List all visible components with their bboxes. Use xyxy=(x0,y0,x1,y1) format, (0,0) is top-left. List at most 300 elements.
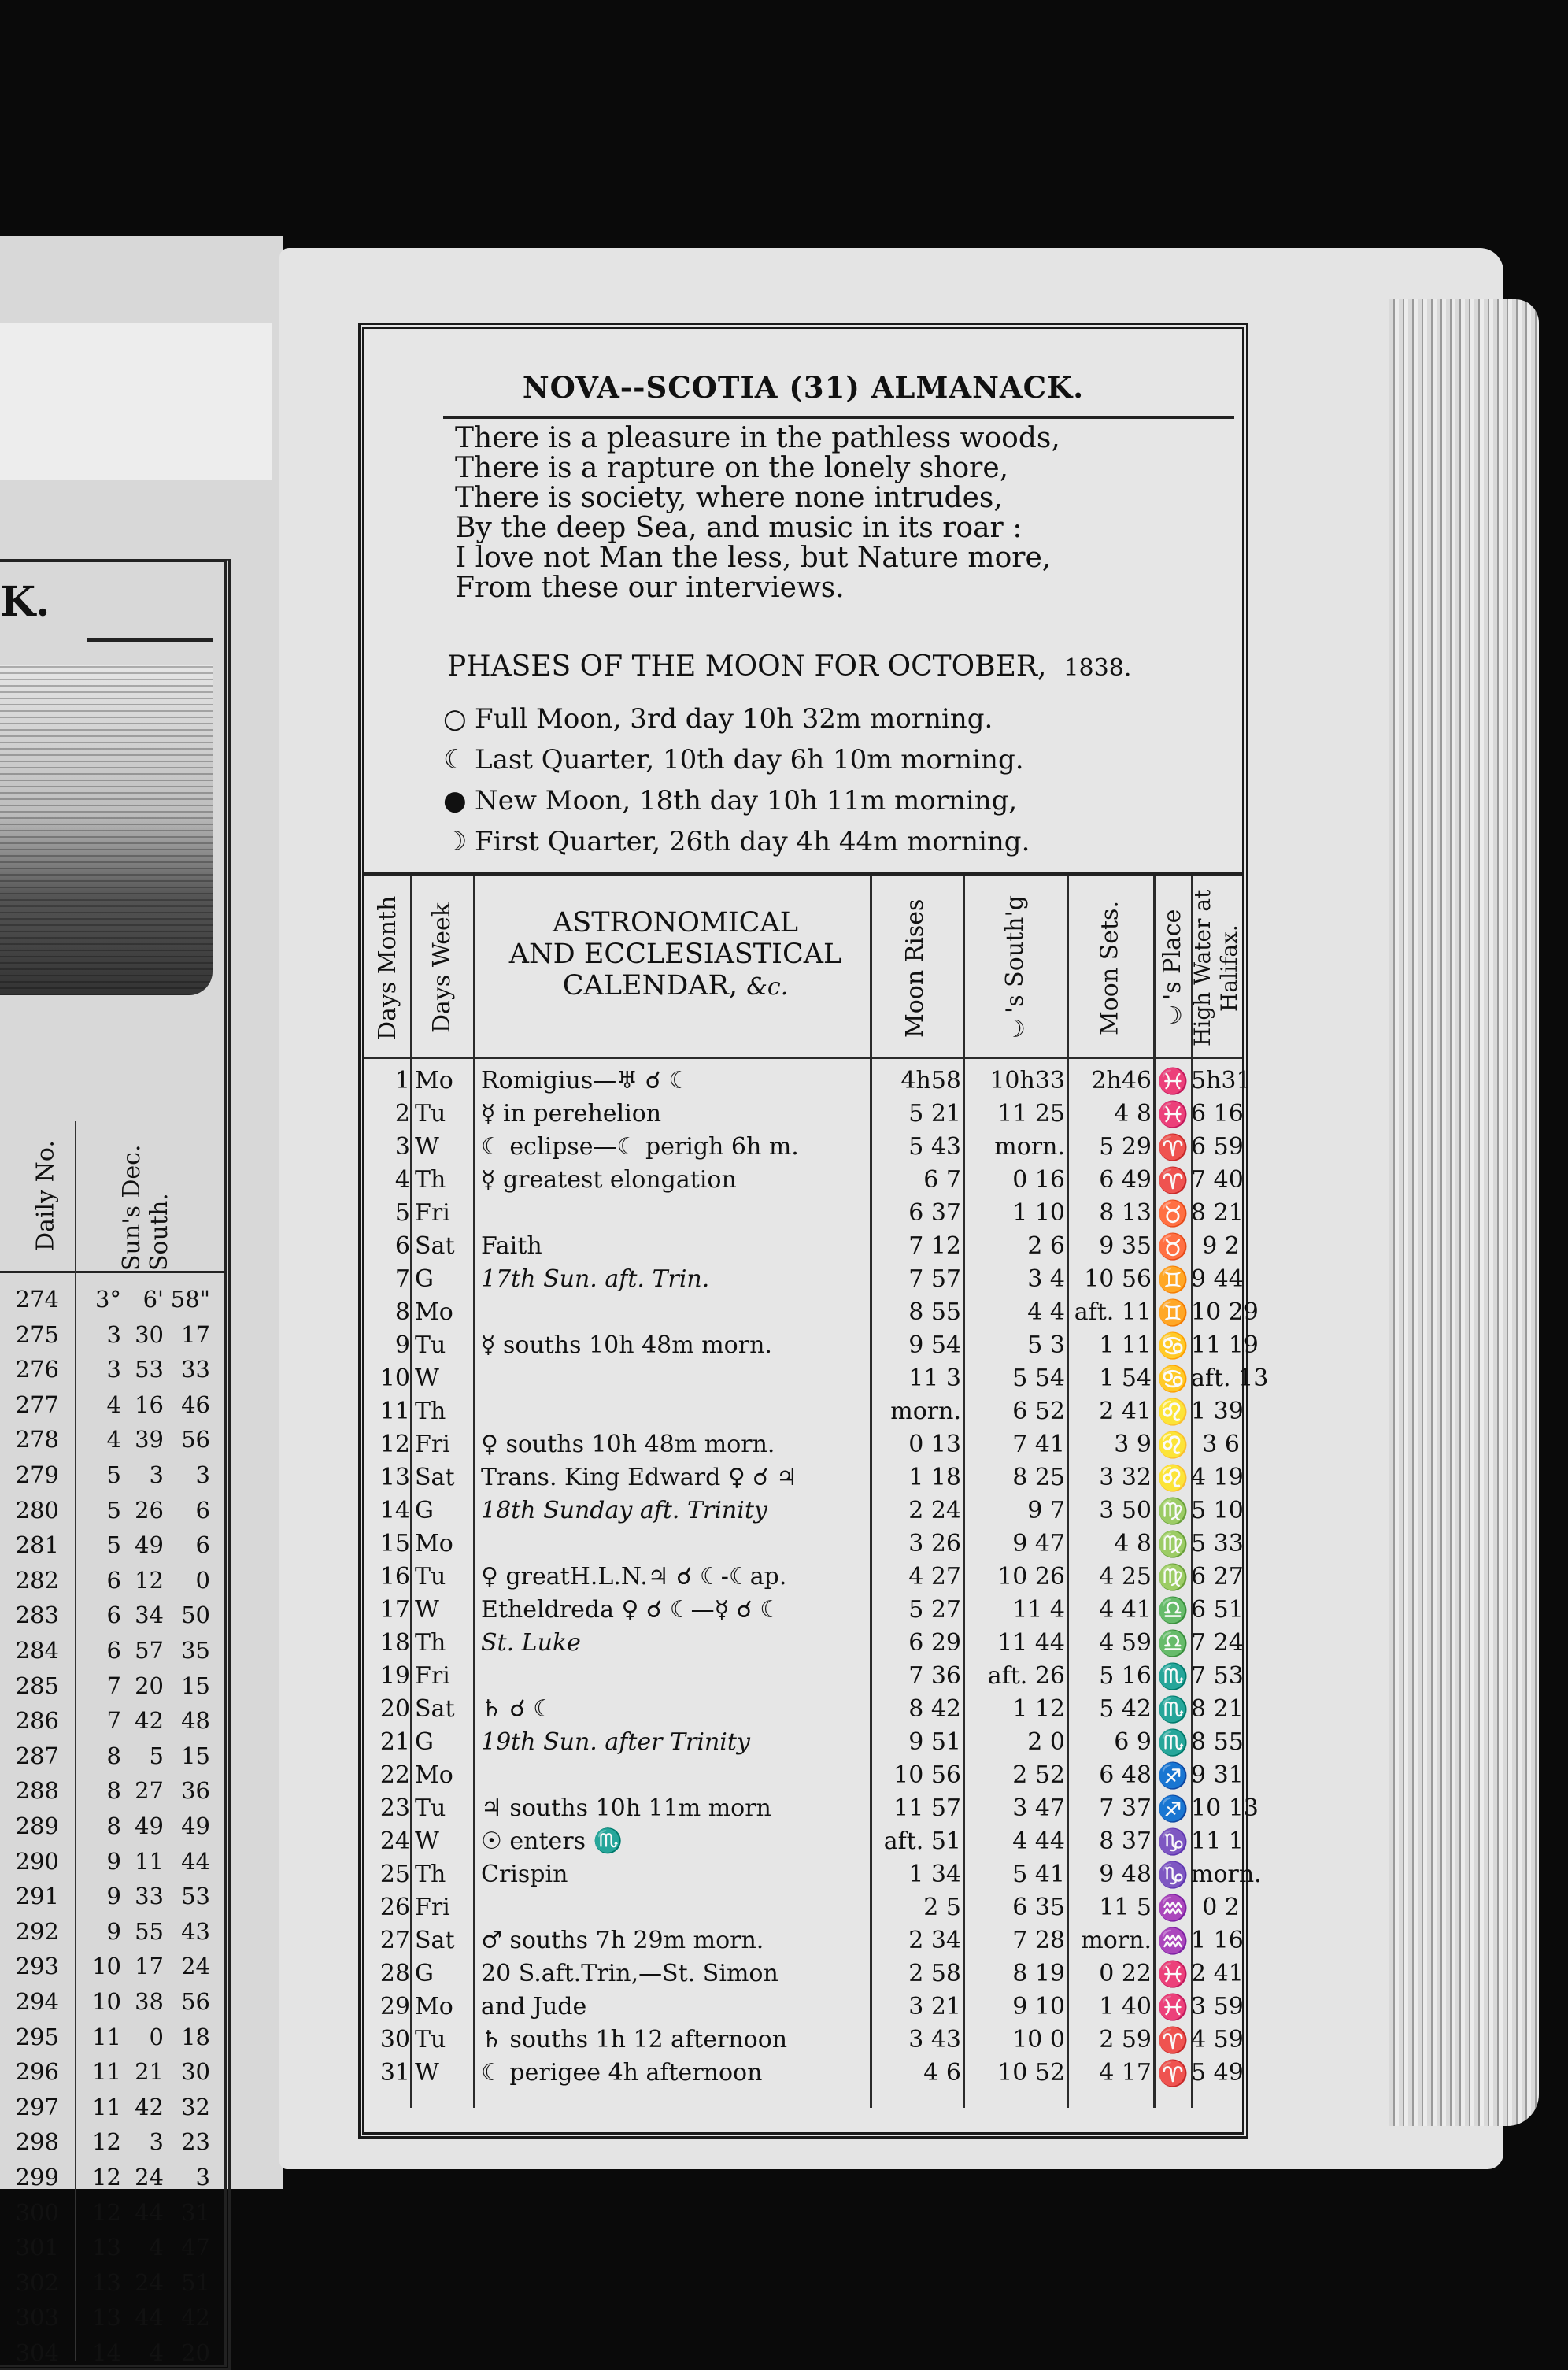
moon-sets-time: 4 17 xyxy=(1099,2059,1152,2087)
dec-minutes: 49 xyxy=(135,1531,164,1559)
high-water-time: 9 44 xyxy=(1191,1265,1244,1293)
dec-degrees: 11 xyxy=(92,2058,121,2086)
day-of-week: Fri xyxy=(415,1431,450,1458)
day-of-month: 17 xyxy=(379,1596,410,1624)
moon-souths-time: 4 44 xyxy=(1012,1827,1065,1855)
moon-rises-time: 7 12 xyxy=(908,1232,961,1260)
daily-number: 283 xyxy=(15,1602,59,1629)
day-of-week: Mo xyxy=(415,1993,453,2020)
dec-seconds: 50 xyxy=(181,1602,210,1629)
dec-minutes: 0 xyxy=(149,2023,164,2050)
moon-place-sign: ♓ xyxy=(1157,1992,1189,2022)
moon-sets-time: 3 32 xyxy=(1099,1464,1152,1491)
calendar-event: St. Luke xyxy=(481,1629,581,1657)
left-table-row xyxy=(0,2336,224,2369)
column-header-daily-no: Daily No. xyxy=(31,1140,60,1252)
moon-place-sign: ♍ xyxy=(1157,1496,1189,1526)
high-water-time: 3 6 xyxy=(1202,1431,1240,1458)
calendar-row xyxy=(364,1561,1242,1594)
moon-rises-time: 5 21 xyxy=(908,1100,961,1128)
left-table-row xyxy=(0,1774,224,1807)
dec-minutes: 11 xyxy=(135,1847,164,1875)
moon-rises-time: 8 42 xyxy=(908,1695,961,1723)
calendar-title-line: ASTRONOMICAL xyxy=(553,907,798,939)
moon-place-sign: ♎ xyxy=(1157,1628,1189,1658)
dec-degrees: 11 xyxy=(92,2093,121,2120)
dec-degrees: 11 xyxy=(92,2023,121,2050)
high-water-time: 6 16 xyxy=(1191,1100,1244,1128)
calendar-row xyxy=(364,1990,1242,2024)
calendar-event: 19th Sun. after Trinity xyxy=(481,1728,750,1756)
moon-place-sign: ♈ xyxy=(1157,1132,1189,1162)
moon-rises-time: 7 57 xyxy=(908,1265,961,1293)
moon-rises-time: 8 55 xyxy=(908,1298,961,1326)
moon-rises-time: 6 7 xyxy=(923,1166,961,1194)
day-of-week: Tu xyxy=(415,1331,446,1359)
dec-degrees: 12 xyxy=(92,2164,121,2190)
daily-number: 303 xyxy=(15,2304,59,2331)
high-water-time: 5 10 xyxy=(1191,1497,1244,1524)
dec-seconds: 33 xyxy=(181,1356,210,1383)
calendar-row xyxy=(364,1230,1242,1263)
poem-line: There is a pleasure in the pathless woods, xyxy=(455,422,1060,454)
header-rule xyxy=(364,1057,1242,1059)
moon-souths-time: 7 41 xyxy=(1012,1431,1065,1458)
dec-degrees: 9 xyxy=(106,1917,121,1945)
calendar-event: ☿ greatest elongation xyxy=(481,1166,737,1194)
moon-sets-time: 6 9 xyxy=(1114,1728,1152,1756)
moon-rises-time: 11 3 xyxy=(908,1365,961,1392)
dec-minutes: 44 xyxy=(135,2198,164,2226)
dec-seconds: 20 xyxy=(181,2339,210,2366)
moon-place-sign: ♍ xyxy=(1157,1529,1189,1559)
engraving-illustration xyxy=(0,665,213,995)
calendar-event: and Jude xyxy=(481,1993,587,2020)
poem-line: I love not Man the less, but Nature more, xyxy=(455,542,1052,574)
moon-rises-time: 2 58 xyxy=(908,1960,961,1987)
daily-number: 280 xyxy=(15,1496,59,1524)
daily-number: 289 xyxy=(15,1813,59,1839)
moon-rises-time: 7 36 xyxy=(908,1662,961,1690)
high-water-time: 5 33 xyxy=(1191,1530,1244,1557)
day-of-week: Tu xyxy=(415,1100,446,1128)
day-of-week: W xyxy=(415,1133,439,1161)
high-water-time: aft. 13 xyxy=(1191,1365,1269,1392)
left-table-row xyxy=(0,1915,224,1948)
moon-place-sign: ♒ xyxy=(1157,1893,1189,1923)
dec-degrees: 9 xyxy=(106,1883,121,1910)
daily-number: 288 xyxy=(15,1777,59,1805)
moon-rises-time: 5 43 xyxy=(908,1133,961,1161)
moon-souths-time: 5 3 xyxy=(1027,1331,1065,1359)
high-water-time: morn. xyxy=(1191,1861,1262,1888)
dec-degrees: 13 xyxy=(92,2268,121,2296)
calendar-event: 18th Sunday aft. Trinity xyxy=(481,1497,767,1524)
left-table-row xyxy=(0,1598,224,1631)
day-of-week: W xyxy=(415,1596,439,1624)
column-header-moon-sets: Moon Sets. xyxy=(1096,901,1124,1035)
day-of-week: Tu xyxy=(415,1794,446,1822)
dec-minutes: 57 xyxy=(135,1637,164,1664)
dec-seconds: 3 xyxy=(195,1461,210,1488)
dec-minutes: 53 xyxy=(135,1356,164,1383)
left-head-rule xyxy=(87,638,213,642)
first-quarter-icon: ☽ xyxy=(443,826,468,857)
calendar-row xyxy=(364,1660,1242,1693)
moon-rises-time: 6 29 xyxy=(908,1629,961,1657)
moon-rises-time: 3 43 xyxy=(908,2026,961,2053)
daily-number: 298 xyxy=(15,2128,59,2156)
day-of-week: Sat xyxy=(415,1927,455,1954)
dec-degrees: 4 xyxy=(106,1391,121,1418)
dec-minutes: 24 xyxy=(135,2268,164,2296)
calendar-title-line: AND ECCLESIASTICAL xyxy=(508,939,842,970)
full-moon-icon: ○ xyxy=(443,703,467,735)
daily-number: 290 xyxy=(15,1847,59,1875)
moon-sets-time: 5 16 xyxy=(1099,1662,1152,1690)
high-water-time: 6 59 xyxy=(1191,1133,1244,1161)
left-table-row xyxy=(0,1845,224,1878)
moon-place-sign: ♉ xyxy=(1157,1198,1189,1228)
day-of-month: 18 xyxy=(379,1629,410,1657)
daily-number: 302 xyxy=(15,2268,59,2296)
moon-sets-time: 0 22 xyxy=(1099,1960,1152,1987)
dec-seconds: 18 xyxy=(181,2023,210,2050)
dec-minutes: 20 xyxy=(135,1672,164,1699)
dec-minutes: 17 xyxy=(135,1953,164,1980)
moon-sets-time: 6 49 xyxy=(1099,1166,1152,1194)
calendar-row xyxy=(364,1461,1242,1494)
dec-seconds: 46 xyxy=(181,1391,210,1418)
moon-sets-time: 9 35 xyxy=(1099,1232,1152,1260)
moon-rises-time: 5 27 xyxy=(908,1596,961,1624)
dec-seconds: 56 xyxy=(181,1988,210,2015)
day-of-week: Fri xyxy=(415,1199,450,1227)
high-water-time: 7 53 xyxy=(1191,1662,1244,1690)
daily-number: 279 xyxy=(15,1461,59,1488)
moon-souths-time: 11 4 xyxy=(1012,1596,1065,1624)
day-of-month: 31 xyxy=(379,2059,410,2087)
calendar-event: ☾ perigee 4h afternoon xyxy=(481,2059,763,2087)
calendar-event: Romigius—♅ ☌ ☾ xyxy=(481,1067,690,1094)
dec-degrees: 5 xyxy=(106,1531,121,1559)
high-water-time: 11 19 xyxy=(1191,1331,1259,1359)
dec-degrees: 8 xyxy=(106,1742,121,1769)
left-table-row xyxy=(0,2161,224,2194)
dec-seconds: 24 xyxy=(181,1953,210,1980)
dec-degrees: 6 xyxy=(106,1637,121,1664)
moon-souths-time: 2 6 xyxy=(1027,1232,1065,1260)
moon-place-sign: ♈ xyxy=(1157,2025,1189,2055)
dec-minutes: 44 xyxy=(135,2304,164,2331)
daily-number: 301 xyxy=(15,2234,59,2261)
daily-number: 275 xyxy=(15,1320,59,1348)
dec-minutes: 42 xyxy=(135,2093,164,2120)
day-of-month: 11 xyxy=(379,1398,410,1425)
daily-number: 300 xyxy=(15,2198,59,2226)
calendar-event: Faith xyxy=(481,1232,542,1260)
day-of-month: 27 xyxy=(379,1927,410,1954)
moon-sets-time: aft. 11 xyxy=(1074,1298,1152,1326)
moon-rises-time: morn. xyxy=(890,1398,961,1425)
poem xyxy=(455,424,1060,603)
calendar-event: ☿ in perehelion xyxy=(481,1100,662,1128)
high-water-time: 4 19 xyxy=(1191,1464,1244,1491)
day-of-week: Mo xyxy=(415,1530,453,1557)
moon-rises-time: 4 6 xyxy=(923,2059,961,2087)
day-of-week: Th xyxy=(415,1629,446,1657)
moon-souths-time: 6 52 xyxy=(1012,1398,1065,1425)
dec-seconds: 44 xyxy=(181,1847,210,1875)
moon-place-sign: ♊ xyxy=(1157,1298,1189,1328)
moon-sets-time: 4 8 xyxy=(1114,1100,1152,1128)
day-of-month: 20 xyxy=(379,1695,410,1723)
moon-place-sign: ♊ xyxy=(1157,1265,1189,1294)
daily-number: 285 xyxy=(15,1672,59,1699)
calendar-row xyxy=(364,1329,1259,1362)
day-of-week: Th xyxy=(415,1861,446,1888)
day-of-month: 16 xyxy=(379,1563,410,1590)
calendar-row xyxy=(364,1164,1242,1197)
high-water-time: 10 13 xyxy=(1191,1794,1259,1822)
moon-souths-time: 4 4 xyxy=(1027,1298,1065,1326)
left-table-row xyxy=(0,2266,224,2299)
moon-place-sign: ♋ xyxy=(1157,1331,1189,1361)
high-water-time: 11 1 xyxy=(1191,1827,1244,1855)
calendar-row xyxy=(364,1726,1242,1759)
left-table-row xyxy=(0,2301,224,2334)
dec-degrees: 14 xyxy=(92,2339,121,2366)
column-header-days-week: Days Week xyxy=(428,902,456,1034)
moon-rises-time: 6 37 xyxy=(908,1199,961,1227)
moon-sets-time: 2 41 xyxy=(1099,1398,1152,1425)
high-water-time: 1 39 xyxy=(1191,1398,1244,1425)
moon-sets-time: 9 48 xyxy=(1099,1861,1152,1888)
phases-heading: PHASES OF THE MOON FOR OCTOBER, xyxy=(447,650,1047,683)
moon-sets-time: morn. xyxy=(1081,1927,1152,1954)
moon-souths-time: 1 10 xyxy=(1012,1199,1065,1227)
moon-sets-time: 4 8 xyxy=(1114,1530,1152,1557)
left-page xyxy=(0,236,283,2366)
day-of-week: G xyxy=(415,1265,434,1293)
left-table-row xyxy=(0,1879,224,1913)
dec-seconds: 35 xyxy=(181,1637,210,1664)
day-of-week: G xyxy=(415,1960,434,1987)
calendar-event: ♄ ☌ ☾ xyxy=(481,1695,555,1723)
dec-degrees: 3° xyxy=(95,1286,121,1313)
moon-sets-time: 8 13 xyxy=(1099,1199,1152,1227)
calendar-title-amp: &c. xyxy=(746,973,789,1001)
phase-text: New Moon, 18th day 10h 11m morning, xyxy=(475,785,1018,817)
day-of-month: 21 xyxy=(379,1728,410,1756)
moon-sets-time: 1 40 xyxy=(1099,1993,1152,2020)
phase-new-moon xyxy=(443,785,1017,817)
moon-sets-time: 1 54 xyxy=(1099,1365,1152,1392)
phase-full-moon xyxy=(443,703,993,735)
day-of-week: Sat xyxy=(415,1464,455,1491)
dec-minutes: 24 xyxy=(135,2164,164,2190)
dec-minutes: 27 xyxy=(135,1777,164,1805)
day-of-month: 25 xyxy=(379,1861,410,1888)
phase-last-quarter xyxy=(443,744,1024,776)
left-table-row xyxy=(0,1388,224,1421)
calendar-event: 20 S.aft.Trin,—St. Simon xyxy=(481,1960,778,1987)
moon-rises-time: 0 13 xyxy=(908,1431,961,1458)
calendar-event: Etheldreda ♀ ☌ ☾—☿ ☌ ☾ xyxy=(481,1596,782,1624)
calendar-row xyxy=(364,1395,1242,1428)
poem-line: By the deep Sea, and music in its roar : xyxy=(455,512,1023,544)
day-of-week: Mo xyxy=(415,1298,453,1326)
column-header-high-water: High Water at Halifax. xyxy=(1189,889,1242,1047)
moon-souths-time: 11 44 xyxy=(997,1629,1065,1657)
calendar-row xyxy=(364,1957,1242,1990)
dec-minutes: 21 xyxy=(135,2058,164,2086)
dec-seconds: 48 xyxy=(181,1707,210,1735)
moon-sets-time: 1 11 xyxy=(1099,1331,1152,1359)
daily-number: 293 xyxy=(15,1953,59,1980)
dec-degrees: 12 xyxy=(92,2128,121,2156)
day-of-week: W xyxy=(415,2059,439,2087)
day-of-month: 9 xyxy=(394,1331,410,1359)
high-water-time: 0 2 xyxy=(1202,1894,1240,1921)
new-moon-icon: ● xyxy=(443,785,467,817)
moon-rises-time: 10 56 xyxy=(893,1761,961,1789)
left-table-row xyxy=(0,1458,224,1491)
calendar-event: ♄ souths 1h 12 afternoon xyxy=(481,2026,788,2053)
moon-place-sign: ♑ xyxy=(1157,1827,1189,1857)
day-of-week: Mo xyxy=(415,1067,453,1094)
moon-place-sign: ♐ xyxy=(1157,1761,1189,1790)
running-head: NOVA--SCOTIA (31) ALMANACK. xyxy=(522,370,1085,405)
dec-degrees: 7 xyxy=(106,1707,121,1735)
moon-sets-time: 3 9 xyxy=(1114,1431,1152,1458)
column-header-suns-dec: Sun's Dec. South. xyxy=(118,1144,173,1271)
calendar-event: ☾ eclipse—☾ perigh 6h m. xyxy=(481,1133,799,1161)
dec-seconds: 6 xyxy=(195,1531,210,1559)
moon-souths-time: 8 19 xyxy=(1012,1960,1065,1987)
daily-number: 291 xyxy=(15,1883,59,1910)
dec-degrees: 6 xyxy=(106,1566,121,1594)
daily-number: 282 xyxy=(15,1566,59,1594)
left-table-row xyxy=(0,1318,224,1351)
high-water-time: 10 29 xyxy=(1191,1298,1259,1326)
moon-place-sign: ♈ xyxy=(1157,2058,1189,2088)
moon-souths-time: 6 35 xyxy=(1012,1894,1065,1921)
column-header-moon-souths: ☾'s South'g xyxy=(1001,895,1029,1041)
high-water-time: 2 41 xyxy=(1191,1960,1244,1987)
calendar-event: Trans. King Edward ♀ ☌ ♃ xyxy=(481,1464,797,1491)
moon-place-sign: ♏ xyxy=(1157,1661,1189,1691)
daily-number: 304 xyxy=(15,2339,59,2366)
phase-first-quarter xyxy=(443,826,1030,857)
daily-number: 278 xyxy=(15,1426,59,1453)
daily-number: 292 xyxy=(15,1917,59,1945)
dec-seconds: 15 xyxy=(181,1742,210,1769)
moon-sets-time: 4 25 xyxy=(1099,1563,1152,1590)
moon-rises-time: 3 21 xyxy=(908,1993,961,2020)
dec-seconds: 58" xyxy=(170,1286,210,1313)
left-table-row xyxy=(0,2196,224,2229)
dec-minutes: 4 xyxy=(149,2234,164,2261)
moon-place-sign: ♋ xyxy=(1157,1364,1189,1394)
moon-souths-time: 10 0 xyxy=(1012,2026,1065,2053)
left-table-row xyxy=(0,1494,224,1527)
calendar-row xyxy=(364,1858,1262,1891)
moon-souths-time: 11 25 xyxy=(997,1100,1065,1128)
column-header-moon-place: ☾'s Place xyxy=(1159,909,1186,1028)
day-of-week: Fri xyxy=(415,1662,450,1690)
day-of-month: 5 xyxy=(394,1199,410,1227)
dec-seconds: 3 xyxy=(195,2164,210,2190)
dec-degrees: 10 xyxy=(92,1988,121,2015)
calendar-event: ☿ souths 10h 48m morn. xyxy=(481,1331,772,1359)
daily-number: 297 xyxy=(15,2093,59,2120)
moon-place-sign: ♒ xyxy=(1157,1926,1189,1956)
moon-place-sign: ♏ xyxy=(1157,1728,1189,1757)
moon-souths-time: 10 52 xyxy=(997,2059,1065,2087)
left-table-row xyxy=(0,1669,224,1702)
moon-sets-time: 8 37 xyxy=(1099,1827,1152,1855)
dec-degrees: 8 xyxy=(106,1777,121,1805)
day-of-month: 7 xyxy=(394,1265,410,1293)
dec-seconds: 0 xyxy=(195,1566,210,1594)
dec-seconds: 47 xyxy=(181,2234,210,2261)
dec-minutes: 34 xyxy=(135,1602,164,1629)
moon-rises-time: 9 51 xyxy=(908,1728,961,1756)
left-table-row xyxy=(0,1985,224,2018)
dec-seconds: 43 xyxy=(181,1917,210,1945)
column-header-days-month: Days Month xyxy=(374,895,401,1041)
moon-rises-time: 1 34 xyxy=(908,1861,961,1888)
calendar-event: ♀ souths 10h 48m morn. xyxy=(481,1431,775,1458)
moon-sets-time: 11 5 xyxy=(1099,1894,1152,1921)
dec-seconds: 30 xyxy=(181,2058,210,2086)
moon-souths-time: morn. xyxy=(994,1133,1065,1161)
dec-degrees: 8 xyxy=(106,1813,121,1839)
daily-number: 276 xyxy=(15,1356,59,1383)
high-water-time: 3 59 xyxy=(1191,1993,1244,2020)
page-edges xyxy=(1389,299,1539,2126)
moon-souths-time: 2 0 xyxy=(1027,1728,1065,1756)
moon-place-sign: ♌ xyxy=(1157,1397,1189,1427)
calendar-event: ☉ enters ♏ xyxy=(481,1827,623,1855)
day-of-month: 23 xyxy=(379,1794,410,1822)
column-header-moon-rises: Moon Rises xyxy=(901,898,929,1038)
moon-souths-time: 9 10 xyxy=(1012,1993,1065,2020)
high-water-time: 5 49 xyxy=(1191,2059,1244,2087)
left-table-row xyxy=(0,2125,224,2158)
calendar-title xyxy=(479,907,872,1003)
moon-souths-time: 10 26 xyxy=(997,1563,1065,1590)
calendar-row xyxy=(364,1528,1242,1561)
dec-degrees: 12 xyxy=(92,2198,121,2226)
moon-souths-time: 5 54 xyxy=(1012,1365,1065,1392)
high-water-time: 5h31 xyxy=(1191,1067,1252,1094)
daily-number: 299 xyxy=(15,2164,59,2190)
dec-minutes: 49 xyxy=(135,1813,164,1839)
dec-seconds: 36 xyxy=(181,1777,210,1805)
moon-place-sign: ♓ xyxy=(1157,1066,1189,1096)
moon-rises-time: 11 57 xyxy=(893,1794,961,1822)
moon-rises-time: 2 5 xyxy=(923,1894,961,1921)
left-table-row xyxy=(0,2090,224,2124)
left-table-row xyxy=(0,1950,224,1983)
day-of-week: G xyxy=(415,1497,434,1524)
day-of-month: 10 xyxy=(379,1365,410,1392)
moon-souths-time: 10h33 xyxy=(989,1067,1065,1094)
moon-souths-time: 5 41 xyxy=(1012,1861,1065,1888)
moon-souths-time: 8 25 xyxy=(1012,1464,1065,1491)
